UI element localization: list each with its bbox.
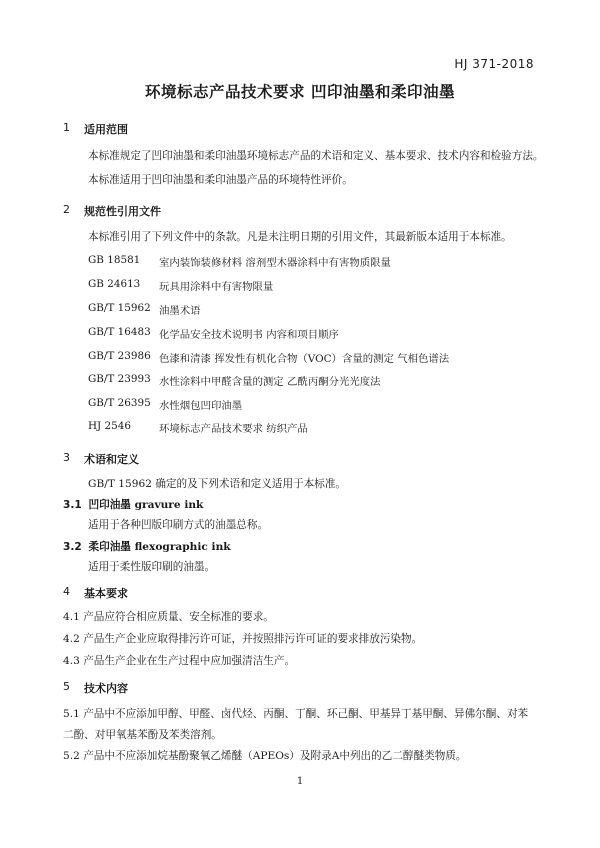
section-3-number: 3 [63,451,70,464]
requirement-4-1: 4.1 产品应符合相应质量、安全标准的要求。 [63,611,274,623]
section-3-title: 术语和定义 [84,453,139,466]
subsection-3-1-heading [63,497,203,512]
subsection-3-2-term: 柔印油墨 flexographic ink [88,541,231,553]
ref-title: 环境标志产品技术要求 纺织产品 [159,423,308,435]
section-2-number: 2 [63,203,70,216]
section-3-intro: GB/T 15962 确定的及下列术语和定义适用于本标准。 [88,478,347,490]
ref-title: 水性烟包凹印油墨 [159,400,243,412]
subsection-3-2-heading [63,539,231,554]
standard-code: HJ 371-2018 [454,57,534,71]
subsection-3-1-term: 凹印油墨 gravure ink [88,499,204,511]
section-1-title: 适用范围 [84,123,128,136]
ref-code: GB/T 16483 [88,326,151,338]
subsection-3-1-number: 3.1 [63,499,82,511]
subsection-3-2-definition: 适用于柔性版印刷的油墨。 [88,561,216,573]
section-5-number: 5 [63,680,70,693]
section-4-number: 4 [63,585,70,598]
ref-code: GB/T 26395 [88,397,151,409]
document-title: 环境标志产品技术要求 凹印油墨和柔印油墨 [145,83,455,101]
ref-code: GB/T 23993 [88,373,151,385]
requirement-4-3: 4.3 产品生产企业在生产过程中应加强清洁生产。 [63,655,296,667]
ref-code: GB/T 15962 [88,302,151,314]
page-number: 1 [296,776,304,787]
ref-title: 室内装饰装修材料 溶剂型木器涂料中有害物质限量 [159,257,391,269]
section-5-title: 技术内容 [84,682,128,695]
subsection-3-2-number: 3.2 [63,541,82,553]
requirement-4-2: 4.2 产品生产企业应取得排污许可证，并按照排污许可证的要求排放污染物。 [63,633,423,645]
ref-code: GB/T 23986 [88,350,151,362]
ref-title: 水性涂料中甲醛含量的测定 乙酰丙酮分光光度法 [159,376,381,388]
content-5-2: 5.2 产品中不应添加烷基酚聚氧乙烯醚（APEOs）及附录A中列出的乙二醇醚类物质。 [63,750,467,762]
section-4-title: 基本要求 [84,587,128,600]
ref-title: 色漆和清漆 挥发性有机化合物（VOC）含量的测定 气相色谱法 [159,353,450,365]
section-1-number: 1 [63,121,70,134]
section-2-title: 规范性引用文件 [84,205,161,218]
ref-title: 化学品安全技术说明书 内容和项目顺序 [159,329,339,341]
ref-code: GB 18581 [88,254,141,266]
section-1-para-1: 本标准规定了凹印油墨和柔印油墨环境标志产品的术语和定义、基本要求、技术内容和检验方法。 [88,150,544,162]
ref-code: HJ 2546 [88,420,131,432]
section-2-intro: 本标准引用了下列文件中的条款。凡是未注明日期的引用文件，其最新版本适用于本标准。 [88,231,512,243]
ref-code: GB 24613 [88,278,141,290]
content-5-1-line-1: 5.1 产品中不应添加甲醇、甲醛、卤代烃、丙酮、丁酮、环己酮、甲基异丁基甲酮、异佛尔酮、对苯 [63,708,529,720]
content-5-1-line-2: 二酚、对甲氧基苯酚及苯类溶剂。 [63,729,222,741]
ref-title: 玩具用涂料中有害物限量 [159,281,274,293]
subsection-3-1-definition: 适用于各种凹版印刷方式的油墨总称。 [88,519,269,531]
section-1-para-2: 本标准适用于凹印油墨和柔印油墨产品的环境特性评价。 [88,174,353,186]
ref-title: 油墨术语 [159,305,201,317]
